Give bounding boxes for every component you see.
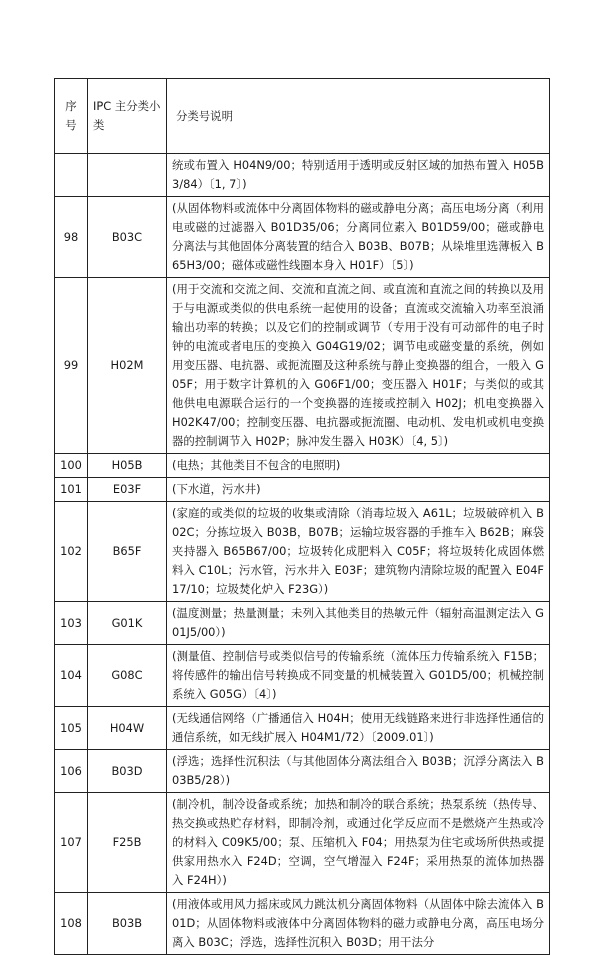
- table-row: [55, 197, 550, 278]
- row-description: 统或布置入 H04N9/00；特别适用于透明或反射区域的加热布置入 H05B3/84）〔1, 7〕): [167, 154, 550, 197]
- row-seq: 107: [55, 793, 88, 893]
- row-ipc-class: B03D: [88, 750, 167, 793]
- row-seq: 108: [55, 893, 88, 955]
- row-ipc-class: B03C: [88, 197, 167, 278]
- row-ipc-class: [88, 154, 167, 197]
- row-description: (温度测量；热量测量；未列入其他类目的热敏元件（辐射高温测定法入 G01J5/00）): [167, 602, 550, 645]
- table-row: [55, 454, 550, 478]
- row-description: (从固体物料或流体中分离固体物料的磁或静电分离；高压电场分离（利用电或磁的过滤器入 B01D35/06；分离同位素入 B01D59/00；磁或静电分离法与其他固体分离装置的结合入 B03B、B07B；从垛堆里选薄板入 B65H3/00；磁体或磁性线圈本身入 H01F）〔5〕): [167, 197, 550, 278]
- row-seq: 106: [55, 750, 88, 793]
- row-seq: 98: [55, 197, 88, 278]
- table-row: [55, 502, 550, 602]
- row-ipc-class: F25B: [88, 793, 167, 893]
- row-ipc-class: E03F: [88, 478, 167, 502]
- row-description: (测量值、控制信号或类似信号的传输系统（流体压力传输系统入 F15B；将传感件的输出信号转换成不同变量的机械装置入 G01D5/00；机械控制系统入 G05G）〔4〕): [167, 645, 550, 707]
- table-row: [55, 278, 550, 454]
- row-description: (家庭的或类似的垃圾的收集或清除（消毒垃圾入 A61L；垃圾破碎机入 B02C；分拣垃圾入 B03B，B07B；运输垃圾容器的手推车入 B62B；麻袋夹持器入 B65B67/00；垃圾转化成肥料入 C05F；将垃圾转化成固体燃料入 C10L；污水管，污水井入 E03F；建筑物内清除垃圾的配置入 E04F17/10；垃圾焚化炉入 F23G）): [167, 502, 550, 602]
- row-seq: 103: [55, 602, 88, 645]
- table-row: [55, 478, 550, 502]
- table-row: [55, 602, 550, 645]
- row-seq: 99: [55, 278, 88, 454]
- row-description: (下水道，污水井): [167, 478, 550, 502]
- row-ipc-class: H04W: [88, 707, 167, 750]
- row-seq: 104: [55, 645, 88, 707]
- table-row: [55, 893, 550, 955]
- ipc-classification-table: [54, 78, 550, 955]
- table-row: [55, 750, 550, 793]
- row-description: (无线通信网络（广播通信入 H04H；使用无线链路来进行非选择性通信的通信系统，如无线扩展入 H04M1/72）〔2009.01〕): [167, 707, 550, 750]
- table-header-row: [55, 79, 550, 154]
- row-description: (制冷机，制冷设备或系统；加热和制冷的联合系统；热泵系统（热传导、热交换或热贮存材料，即制冷剂，或通过化学反应而不是燃烧产生热或冷的材料入 C09K5/00；泵、压缩机入 F04；用热泵为住宅或场所供热或提供家用热水入 F24D；空调，空气增湿入 F24F；采用热泵的流体加热器入 F24H）): [167, 793, 550, 893]
- row-ipc-class: H02M: [88, 278, 167, 454]
- table-row: [55, 793, 550, 893]
- row-ipc-class: H05B: [88, 454, 167, 478]
- header-description: 分类号说明: [167, 79, 550, 154]
- row-description: (电热；其他类目不包含的电照明): [167, 454, 550, 478]
- row-seq: 102: [55, 502, 88, 602]
- header-seq: 序号: [55, 79, 88, 154]
- row-seq: [55, 154, 88, 197]
- row-seq: 105: [55, 707, 88, 750]
- table-row: [55, 645, 550, 707]
- row-description: (用液体或用风力摇床或风力跳汰机分离固体物料（从固体中除去流体入 B01D；从固体物料或液体中分离固体物料的磁力或静电分离，高压电场分离入 B03C；浮选，选择性沉积入 B03D；用干法分: [167, 893, 550, 955]
- row-ipc-class: B03B: [88, 893, 167, 955]
- table-row: [55, 154, 550, 197]
- row-ipc-class: G01K: [88, 602, 167, 645]
- row-ipc-class: G08C: [88, 645, 167, 707]
- row-seq: 101: [55, 478, 88, 502]
- header-ipc-class: IPC 主分类小类: [88, 79, 167, 154]
- table-row: [55, 707, 550, 750]
- row-description: (浮选；选择性沉积法（与其他固体分离法组合入 B03B；沉浮分离法入 B03B5/28）): [167, 750, 550, 793]
- row-seq: 100: [55, 454, 88, 478]
- row-description: (用于交流和交流之间、交流和直流之间、或直流和直流之间的转换以及用于与电源或类似的供电系统一起使用的设备；直流或交流输入功率至浪涌输出功率的转换；以及它们的控制或调节（专用于没有可动部件的电子时钟的电流或者电压的变换入 G04G19/02；调节电或磁变量的系统，例如用变压器、电抗器、或扼流圈及这种系统与静止变换器的组合，一般入 G05F；用于数字计算机的入 G06F1/00；变压器入 H01F；与类似的或其他供电电源联合运行的一个变换器的连接或控制入 H02J；机电变换器入 H02K47/00；控制变压器、电抗器或扼流圈、电动机、发电机或机电变换器的控制调节入 H02P；脉冲发生器入 H03K）〔4, 5〕): [167, 278, 550, 454]
- row-ipc-class: B65F: [88, 502, 167, 602]
